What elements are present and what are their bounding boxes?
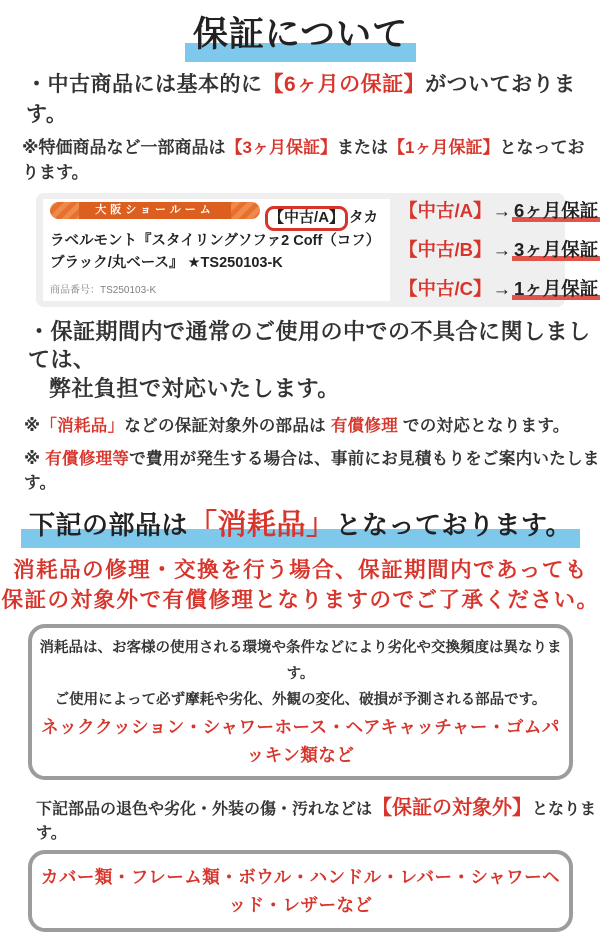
exclusion-box	[28, 850, 573, 932]
intro-line-1-post: がついております。	[26, 73, 576, 126]
note-consumables	[24, 412, 601, 436]
note2-pre: ※	[24, 449, 46, 468]
exclusion-post: となります。	[36, 801, 597, 843]
consumables-warning	[0, 555, 601, 615]
note1-consumables-em: 「消耗品」	[40, 416, 125, 435]
intro-line-2-post: となっております。	[22, 138, 585, 182]
page-title: 保証について	[185, 7, 416, 62]
coverage-statement	[28, 318, 601, 402]
intro-line-1	[26, 68, 601, 128]
consumables-desc-2: ご使用によって必ず摩耗や劣化、外観の変化、破損が予測される部品です。	[54, 692, 547, 709]
arrow-right-icon: →	[492, 278, 512, 300]
note1-pre: ※	[24, 416, 41, 435]
arrow-right-icon: →	[492, 239, 512, 261]
note-estimate	[24, 445, 601, 493]
exclusion-pre: 下記部品の退色や劣化・外装の傷・汚れなどは	[36, 801, 373, 819]
grade-b-label: 【中古/B】	[399, 239, 492, 261]
warranty-3month-em: 【3ヶ月保証】	[225, 138, 337, 157]
consumables-headline-em: 「消耗品」	[188, 508, 336, 541]
intro-line-2	[22, 133, 601, 183]
note1-post: での対応となります。	[398, 416, 570, 435]
warranty-map-row-c	[399, 278, 600, 300]
coverage-line-2: 弊社負担で対応いたします。	[49, 375, 340, 401]
consumables-headline-pre: 下記の部品は	[29, 509, 189, 540]
note2-post: で費用が発生する場合は、事前にお見積もりをご案内いたします。	[24, 449, 600, 492]
consumables-headline	[21, 502, 580, 548]
note1-mid: などの保証対象外の部品は	[124, 416, 331, 435]
product-headline	[50, 202, 383, 274]
page-title-block	[0, 7, 601, 62]
warning-line-1: 消耗品の修理・交換を行う場合、保証期間内であっても	[13, 557, 588, 582]
warranty-map-row-b	[399, 239, 600, 261]
intro-line-2-pre: ※特価商品など一部商品は	[22, 138, 226, 157]
grade-a-term: 6ヶ月保証	[514, 200, 599, 221]
intro-line-1-pre: ・中古商品には基本的に	[26, 73, 263, 96]
product-number: 商品番号：TS250103-K	[50, 285, 157, 297]
product-example-panel	[36, 193, 599, 307]
exclusion-em: 【保証の対象外】	[372, 797, 533, 820]
grade-a-label: 【中古/A】	[399, 200, 492, 221]
warranty-1month-em: 【1ヶ月保証】	[388, 138, 500, 157]
product-card	[43, 199, 390, 301]
exclusion-items: カバー類・フレーム類・ボウル・ハンドル・レバー・シャワーヘッド・レザーなど	[40, 867, 561, 916]
arrow-right-icon: →	[492, 200, 512, 221]
warranty-grade-map	[399, 199, 600, 301]
exclusion-statement	[36, 791, 601, 843]
product-title: タカラベルモント『スタイリングソファ2 Coff（コフ）ブラック/丸ベース』 ★TS250103-K	[50, 210, 381, 271]
condition-grade-badge: 【中古/A】	[265, 206, 348, 231]
consumables-headline-post: となっております。	[335, 509, 572, 540]
note1-paid-repair-em: 有償修理	[330, 416, 399, 435]
grade-c-term: 1ヶ月保証	[514, 278, 599, 300]
grade-b-term: 3ヶ月保証	[514, 239, 599, 261]
warranty-6month-em: 【6ヶ月の保証】	[262, 73, 426, 96]
intro-line-2-mid: または	[337, 138, 388, 157]
showroom-ribbon-label: 大阪ショールーム	[79, 202, 231, 219]
showroom-ribbon	[50, 202, 260, 219]
consumables-box	[28, 624, 573, 780]
warning-line-2: 保証の対象外で有償修理となりますのでご了承ください。	[1, 587, 600, 612]
note2-paid-repair-em: 有償修理等	[45, 449, 130, 468]
consumables-desc-1: 消耗品は、お客様の使用される環境や条件などにより劣化や交換頻度は異なります。	[39, 639, 562, 682]
coverage-line-1: ・保証期間内で通常のご使用の中での不具合に関しましては、	[28, 319, 591, 373]
consumables-items: ネッククッション・シャワーホース・ヘアキャッチャー・ゴムパッキン類など	[41, 717, 560, 766]
grade-c-label: 【中古/C】	[399, 278, 492, 300]
consumables-headline-block	[0, 502, 601, 548]
warranty-map-row-a	[399, 200, 600, 222]
